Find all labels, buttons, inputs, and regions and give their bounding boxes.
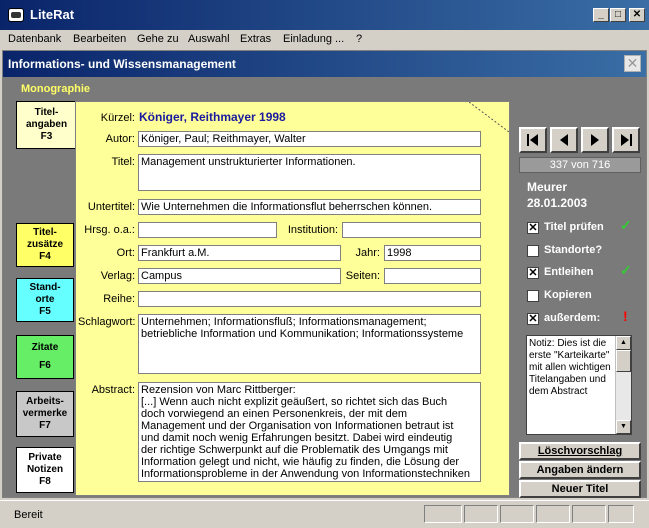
document-close-button[interactable]: ✕	[624, 55, 641, 72]
status-bar	[0, 500, 649, 528]
schlagwort-line: Unternehmen; Informationsfluß; Informationsmanagement;	[141, 316, 427, 328]
tab-arbeitsvermerke[interactable]	[16, 391, 74, 437]
jahr-field[interactable]: 1998	[384, 245, 481, 261]
untertitel-label: Untertitel:	[87, 201, 135, 213]
schlagwort-field[interactable]	[138, 314, 481, 374]
first-record-button[interactable]	[519, 127, 547, 153]
document-title: Informations- und Wissensmanagement	[8, 57, 236, 71]
status-pane	[608, 505, 634, 523]
kurzel-label: Kürzel:	[100, 112, 135, 124]
neuer-titel-button[interactable]: Neuer Titel	[519, 480, 641, 498]
abstract-line: der richtige Schwerpunkt auf die Problematik des Umgangs mit	[141, 444, 448, 456]
autor-label: Autor:	[105, 133, 135, 145]
maximize-button[interactable]: □	[610, 8, 626, 22]
last-record-icon	[619, 134, 633, 146]
last-record-button[interactable]	[612, 127, 640, 153]
schlagwort-label: Schlagwort:	[78, 316, 136, 328]
kopieren-label: Kopieren	[544, 289, 592, 301]
menu-bar	[0, 30, 649, 48]
scroll-up-icon[interactable]: ▲	[616, 336, 631, 350]
tab-key: F3	[40, 131, 53, 142]
abstract-line: und damit noch wenig Erfahrungen besitzt. Dabei wird eindeutig	[141, 432, 453, 444]
notiz-box[interactable]	[526, 335, 632, 435]
abstract-line: [...] Wenn auch nicht explizit geäußert, so richtet sich das Buch	[141, 396, 448, 408]
titel-pruefen-label: Titel prüfen	[544, 221, 604, 233]
app-icon[interactable]	[8, 8, 24, 22]
titel-pruefen-checkbox[interactable]: ✕	[528, 222, 538, 234]
status-pane	[572, 505, 606, 523]
standorte-checkbox[interactable]	[527, 245, 539, 257]
tab-label: Arbeits-	[26, 396, 64, 407]
record-date: 28.01.2003	[527, 196, 588, 210]
verlag-label: Verlag:	[100, 270, 135, 282]
tab-key: F5	[39, 306, 51, 317]
section-heading: Monographie	[21, 83, 91, 95]
tab-label: Stand-	[29, 282, 61, 293]
exclamation-icon: !	[623, 308, 628, 324]
tab-key: F8	[39, 476, 51, 487]
tab-titelzusaetze[interactable]	[16, 223, 74, 267]
status-pane	[500, 505, 534, 523]
institution-field[interactable]	[342, 222, 481, 238]
untertitel-field[interactable]: Wie Unternehmen die Informationsflut beherrschen können.	[138, 199, 481, 215]
menu-help[interactable]: ?	[356, 33, 363, 45]
notiz-scrollbar[interactable]	[615, 336, 631, 434]
menu-extras[interactable]: Extras	[240, 33, 272, 45]
seiten-field[interactable]	[384, 268, 481, 284]
menu-einladung[interactable]: Einladung ...	[283, 33, 345, 45]
verlag-field[interactable]: Campus	[138, 268, 341, 284]
titelangaben-panel	[75, 101, 510, 496]
tab-label: Titel-	[34, 107, 59, 118]
menu-gehe-zu[interactable]: Gehe zu	[137, 33, 179, 45]
tab-titelangaben[interactable]	[16, 101, 76, 149]
reihe-label: Reihe:	[103, 293, 135, 305]
check-mark-icon: ✓	[620, 262, 632, 278]
abstract-label: Abstract:	[91, 384, 135, 396]
tab-label: angaben	[25, 119, 68, 130]
seiten-label: Seiten:	[345, 270, 380, 282]
tab-key: F4	[39, 251, 51, 262]
tab-label: Titel-	[33, 227, 57, 238]
tab-key: F6	[39, 360, 51, 371]
kurzel-value: Königer, Reithmayer 1998	[139, 110, 286, 124]
first-record-icon	[526, 134, 540, 146]
hrsg-field[interactable]	[138, 222, 277, 238]
record-area	[3, 77, 646, 497]
menu-datenbank[interactable]: Datenbank	[8, 33, 62, 45]
tab-label: Notizen	[26, 464, 64, 475]
next-record-icon	[588, 134, 602, 146]
titel-field[interactable]: Management unstrukturierter Informationen.	[138, 154, 481, 191]
app-titlebar[interactable]	[0, 0, 649, 30]
tab-zitate[interactable]	[16, 335, 74, 379]
panel-corner-decoration	[469, 102, 509, 132]
check-mark-icon: ✓	[620, 217, 632, 233]
menu-auswahl[interactable]: Auswahl	[188, 33, 230, 45]
document-titlebar[interactable]	[3, 51, 646, 77]
tab-key: F7	[39, 420, 51, 431]
abstract-line: Rezension von Marc Rittberger:	[141, 384, 296, 396]
ort-field[interactable]: Frankfurt a.M.	[138, 245, 341, 261]
status-pane	[424, 505, 462, 523]
entleihen-checkbox[interactable]: ✕	[528, 267, 538, 279]
menu-bearbeiten[interactable]: Bearbeiten	[73, 33, 127, 45]
abstract-line: Information gelegt und nicht, wie häufig zu finden, die Lösung der	[141, 456, 459, 468]
angaben-aendern-button[interactable]: Angaben ändern	[519, 461, 641, 479]
schlagwort-line: betriebliche Information und Kommunikation; Informationssysteme	[141, 328, 464, 340]
user-name: Meurer	[527, 180, 568, 194]
status-text: Bereit	[14, 509, 43, 521]
next-record-button[interactable]	[581, 127, 609, 153]
reihe-field[interactable]	[138, 291, 481, 307]
autor-field[interactable]: Königer, Paul; Reithmayer, Walter	[138, 131, 481, 147]
kopieren-checkbox[interactable]	[527, 290, 539, 302]
ort-label: Ort:	[116, 247, 135, 259]
abstract-line: Informationsprobleme in der Anwendung von Informationstechniken	[141, 468, 470, 480]
tab-label: zusätze	[26, 239, 64, 250]
document-window	[2, 50, 647, 498]
close-button[interactable]: ✕	[629, 8, 645, 22]
previous-record-icon	[557, 134, 571, 146]
loeschvorschlag-button[interactable]	[519, 442, 641, 460]
tab-label: vermerke	[22, 408, 68, 419]
abstract-field[interactable]	[138, 382, 481, 482]
ausserdem-label: außerdem:	[544, 312, 601, 324]
jahr-label: Jahr:	[355, 247, 380, 259]
previous-record-button[interactable]	[550, 127, 578, 153]
scroll-thumb[interactable]	[616, 350, 631, 372]
notiz-text: Notiz: Dies ist die erste "Karteikarte" mit allen wichtigen Titelangaben und dem Abstract	[529, 338, 611, 397]
ausserdem-checkbox[interactable]: ✕	[528, 313, 538, 325]
abstract-line: doch vorwiegend an einen Personenkreis, der mit dem	[141, 408, 407, 420]
record-counter: 337 von 716	[519, 157, 641, 173]
standorte-label: Standorte?	[544, 244, 603, 256]
tab-label: orte	[35, 294, 55, 305]
app-title: LiteRat	[30, 7, 75, 22]
abstract-line: Management und der Organisation von Informationen betraut ist	[141, 420, 454, 432]
button-label: Löschvorschlag	[537, 445, 623, 457]
titel-label: Titel:	[111, 156, 135, 168]
tab-standorte[interactable]	[16, 278, 74, 322]
tab-label: Zitate	[31, 342, 59, 353]
tab-private-notizen[interactable]	[16, 447, 74, 493]
institution-label: Institution:	[287, 224, 338, 236]
status-pane	[464, 505, 498, 523]
scroll-down-icon[interactable]: ▼	[616, 420, 631, 434]
status-pane	[536, 505, 570, 523]
hrsg-label: Hrsg. o.a.:	[84, 224, 135, 236]
tab-label: Private	[28, 452, 62, 463]
entleihen-label: Entleihen	[544, 266, 594, 278]
minimize-button[interactable]: _	[593, 8, 609, 22]
